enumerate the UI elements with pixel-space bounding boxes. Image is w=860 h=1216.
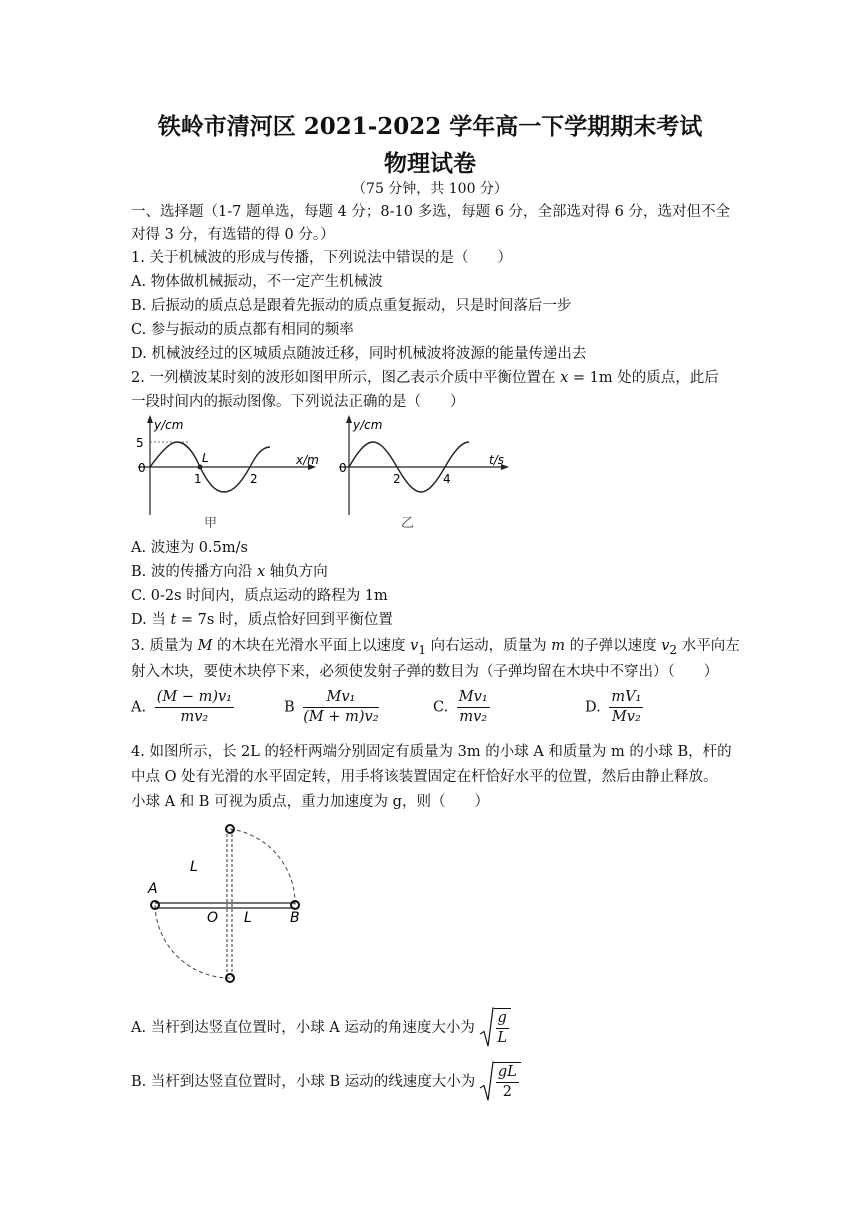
q2-d-post: = 7s 时，质点恰好回到平衡位置 <box>176 612 393 628</box>
label-A: A <box>148 881 158 897</box>
q4-option-a <box>131 1008 511 1048</box>
q1-option-c: C. 参与振动的质点都有相同的频率 <box>131 322 354 338</box>
q4-b-text: B. 当杆到达竖直位置时，小球 B 运动的线速度大小为 <box>131 1074 476 1090</box>
yi-origin: 0 <box>339 461 347 475</box>
q2-option-b <box>131 562 328 582</box>
q2-stem-line2: 一段时间内的振动图像。下列说法正确的是（ ） <box>131 394 465 410</box>
yi-y-arrow <box>346 415 352 423</box>
q2-d-t: t <box>170 612 177 628</box>
sqrt-sign-icon <box>480 1008 494 1048</box>
jia-xlabel: x/m <box>296 453 319 467</box>
q3-s4: 的子弹以速度 <box>565 638 662 654</box>
yi-caption: 乙 <box>401 516 415 531</box>
q3-c-label: C. <box>433 699 449 716</box>
q3-m: m <box>551 638 565 654</box>
q3-d-fraction <box>609 688 643 727</box>
q2-option-a: A. 波速为 0.5m/s <box>131 540 248 556</box>
q3-v1: v <box>410 638 419 654</box>
q3-option-d <box>585 688 647 727</box>
q3-option-b <box>284 688 383 727</box>
vibration-figure-yi <box>335 415 525 535</box>
q3-d-label: D. <box>585 699 601 716</box>
q3-b-label: B <box>284 699 295 716</box>
jia-L-label: L <box>202 451 209 465</box>
jia-origin: 0 <box>138 461 146 475</box>
q3-d-num: mV₁ <box>609 688 643 708</box>
q2-stem-part1: 2. 一列横波某时刻的波形如图甲所示，图乙表示介质中平衡位置在 <box>131 370 561 386</box>
yi-ylabel: y/cm <box>353 418 383 432</box>
wave-figure-jia <box>130 415 330 535</box>
q2-stem-x: x <box>560 370 569 386</box>
q3-option-c <box>433 688 494 727</box>
yi-tick-4: 4 <box>443 472 451 486</box>
q1-option-d: D. 机械波经过的区城质点随波迁移，同时机械波将波源的能量传递出去 <box>131 346 587 362</box>
q1-option-a: A. 物体做机械振动，不一定产生机械波 <box>131 274 383 290</box>
q2-b-post: 轴负方向 <box>265 564 328 580</box>
q3-b-den: (M + m)v₂ <box>303 709 379 725</box>
q3-stem-line2: 射入木块，要使木块停下来，必须使发射子弹的数目为（子弹均留在木块中不穿出）（ ） <box>131 664 719 680</box>
q3-b-fraction <box>303 688 378 727</box>
sqrt-sign-icon <box>480 1062 494 1102</box>
q2-d-pre: D. 当 <box>131 612 171 628</box>
q3-s2: 的木块在光滑水平面上以速度 <box>212 638 411 654</box>
q3-stem-line1 <box>131 636 740 660</box>
jia-y-arrow <box>147 415 153 423</box>
label-O: O <box>207 910 219 926</box>
yi-tick-2: 2 <box>393 472 401 486</box>
q3-a-label: A. <box>131 699 147 716</box>
q2-stem-eq: = 1m <box>568 370 613 386</box>
exam-duration: （75 分钟，共 100 分） <box>352 181 508 197</box>
jia-amp-label: 5 <box>136 436 144 450</box>
label-L-top: L <box>190 859 198 875</box>
q3-a-num: (M − m)v₁ <box>155 688 234 708</box>
q2-stem-part2: 处的质点，此后 <box>612 370 719 386</box>
q4-b-num: gL <box>496 1063 519 1083</box>
q4-a-text: A. 当杆到达竖直位置时，小球 A 运动的角速度大小为 <box>131 1020 475 1036</box>
q3-v2-sub: 2 <box>669 642 678 657</box>
yi-xlabel: t/s <box>489 453 504 467</box>
q3-b-num: Mv₁ <box>303 688 378 708</box>
q2-b-pre: B. 波的传播方向沿 <box>131 564 257 580</box>
jia-ylabel: y/cm <box>154 418 184 432</box>
jia-point-L <box>198 465 203 470</box>
q3-option-a <box>131 688 238 727</box>
jia-tick-1: 1 <box>194 472 202 486</box>
q2-stem-line1 <box>131 368 719 388</box>
q2-b-x: x <box>256 564 266 580</box>
q4-option-b <box>131 1062 521 1102</box>
exam-subtitle: 物理试卷 <box>384 150 476 177</box>
q3-a-den: mv₂ <box>180 709 209 725</box>
q3-M: M <box>197 638 213 654</box>
section-heading-line2: 对得 3 分，有选错的得 0 分。） <box>131 227 335 243</box>
q3-v2: v <box>661 638 670 654</box>
rod-arc-top-right <box>230 829 295 905</box>
jia-caption: 甲 <box>204 516 218 531</box>
q1-option-b: B. 后振动的质点总是跟着先振动的质点重复振动，只是时间落后一步 <box>131 298 572 314</box>
q3-c-fraction <box>457 688 490 727</box>
rod-arc-bottom-left <box>155 905 230 978</box>
q3-a-fraction <box>155 688 234 727</box>
label-L-mid: L <box>244 910 252 926</box>
jia-tick-2: 2 <box>250 472 258 486</box>
q3-s1: 3. 质量为 <box>131 638 198 654</box>
q4-b-sqrt <box>480 1062 521 1102</box>
q3-d-den: Mv₂ <box>611 709 641 725</box>
q4-b-den: 2 <box>502 1084 512 1100</box>
q2-option-c: C. 0-2s 时间内，质点运动的路程为 1m <box>131 588 388 604</box>
exam-title: 铁岭市清河区 2021-2022 学年高一下学期期末考试 <box>157 113 703 140</box>
q4-stem-line1: 4. 如图所示，长 2L 的轻杆两端分别固定有质量为 3m 的小球 A 和质量为 m 的小球 B，杆的 <box>131 744 732 760</box>
q3-v1-sub: 1 <box>418 642 427 657</box>
q2-option-d <box>131 610 393 630</box>
label-B: B <box>290 910 300 926</box>
q1-stem: 1. 关于机械波的形成与传播，下列说法中错误的是（ ） <box>131 250 512 266</box>
q4-a-num: g <box>496 1009 509 1029</box>
q3-s3: 向右运动，质量为 <box>426 638 552 654</box>
q3-c-den: mv₂ <box>459 709 488 725</box>
rod-figure <box>140 815 310 990</box>
q3-c-num: Mv₁ <box>457 688 490 708</box>
q4-stem-line2: 中点 O 处有光滑的水平固定转，用手将该装置固定在杆恰好水平的位置，然后由静止释放。 <box>131 769 718 785</box>
section-heading-line1: 一、选择题（1-7 题单选，每题 4 分；8-10 多选，每题 6 分，全部选对得 6 分，选对但不全 <box>131 204 730 220</box>
q4-stem-line3: 小球 A 和 B 可视为质点，重力加速度为 g，则（ ） <box>131 794 489 810</box>
q3-s5: 水平向左 <box>677 638 740 654</box>
q4-a-den: L <box>497 1030 507 1046</box>
q4-a-sqrt <box>480 1008 511 1048</box>
